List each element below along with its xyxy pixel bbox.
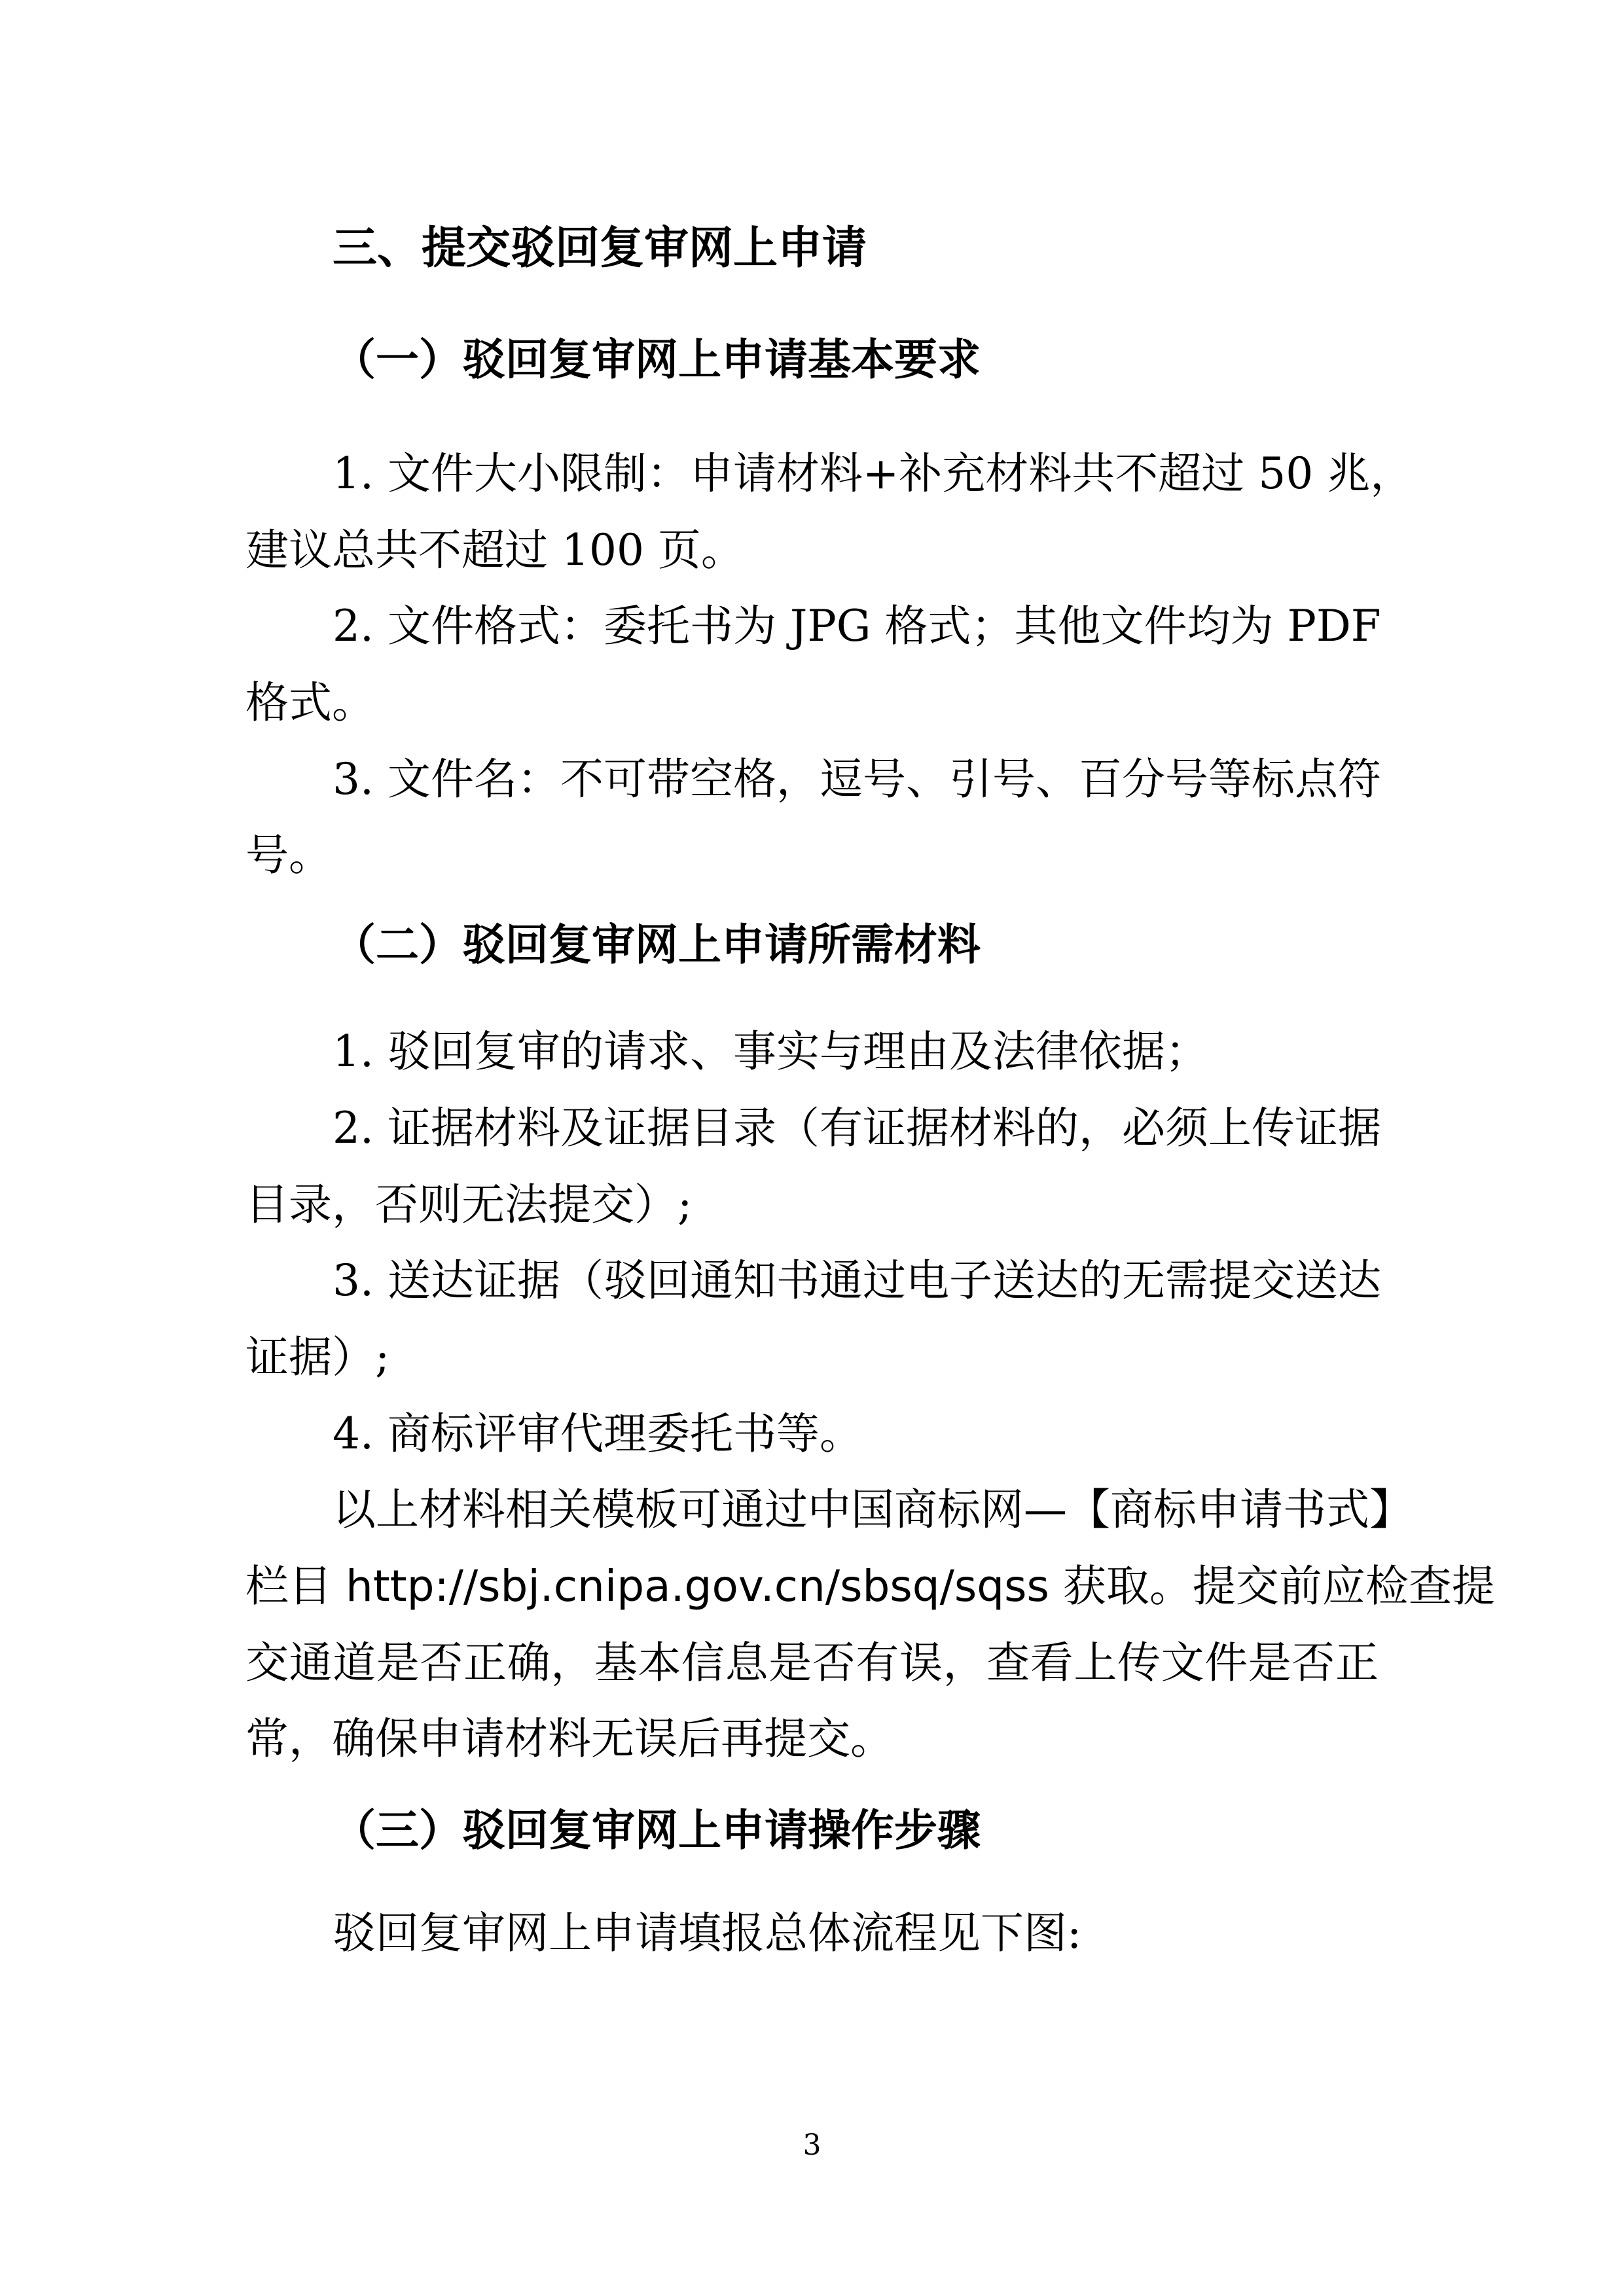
section-heading-level1: 三、提交驳回复审网上申请 (333, 223, 867, 274)
body-line: 常，确保申请材料无误后再提交。 (245, 1713, 893, 1764)
body-line: 号。 (245, 830, 332, 880)
body-line: 3. 送达证据（驳回通知书通过电子送达的无需提交送达 (333, 1255, 1381, 1306)
subsection-heading-2: （二）驳回复审网上申请所需材料 (333, 919, 981, 970)
body-line: 建议总共不超过 100 页。 (245, 525, 744, 575)
body-line: 2. 文件格式：委托书为 JPG 格式；其他文件均为 PDF (333, 601, 1381, 651)
subsection-heading-3: （三）驳回复审网上申请操作步骤 (333, 1804, 981, 1856)
body-line: 驳回复审网上申请填报总体流程见下图: (333, 1908, 1082, 1958)
body-line: 证据）; (245, 1332, 390, 1382)
page-number: 3 (803, 2128, 821, 2162)
body-line: 3. 文件名：不可带空格，逗号、引号、百分号等标点符 (333, 754, 1381, 804)
body-line-with-url (245, 1561, 1495, 1611)
body-line: 1. 文件大小限制：申请材料+补充材料共不超过 50 兆， (333, 448, 1414, 499)
body-line: 以上材料相关模板可通过中国商标网—【商标申请书式】 (333, 1484, 1413, 1535)
body-line: 1. 驳回复审的请求、事实与理由及法律依据； (333, 1026, 1208, 1077)
body-line: 2. 证据材料及证据目录（有证据材料的，必须上传证据 (333, 1103, 1381, 1153)
body-text: 栏目 (245, 1561, 346, 1611)
body-line: 4. 商标评审代理委托书等。 (333, 1408, 863, 1459)
body-line: 目录，否则无法提交）; (245, 1179, 693, 1230)
document-url-text: http://sbj.cnipa.gov.cn/sbsq/sqss (345, 1561, 1049, 1611)
subsection-heading-1: （一）驳回复审网上申请基本要求 (333, 334, 981, 385)
body-text: 获取。提交前应检查提 (1049, 1561, 1495, 1611)
body-line: 格式。 (245, 677, 375, 728)
body-line: 交通道是否正确，基本信息是否有误，查看上传文件是否正 (245, 1638, 1379, 1688)
